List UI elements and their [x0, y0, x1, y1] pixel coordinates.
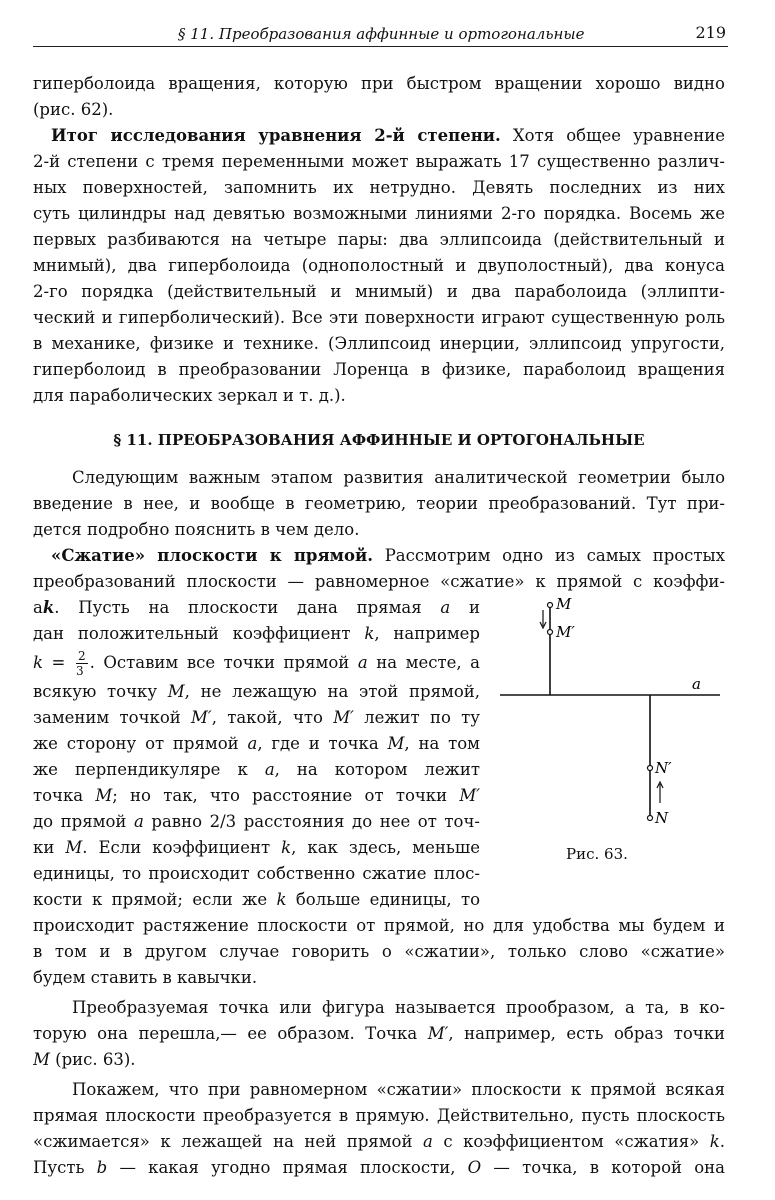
text-line: же сторону от прямой a, где и точка M, на том — [33, 734, 480, 753]
text-line: преобразований плоскости — равномерное «сжатие» к прямой с коэффи- — [33, 572, 725, 591]
section-heading: § 11. ПРЕОБРАЗОВАНИЯ АФФИННЫЕ И ОРТОГОНАЛЬНЫЕ — [113, 431, 645, 449]
text-line: дется подробно пояснить в чем дело. — [33, 520, 360, 539]
text-line: в механике, физике и технике. (Эллипсоид инерции, эллипсоид упругости, — [33, 334, 725, 353]
text-line: Покажем, что при равномерном «сжатии» плоскости к прямой всякая — [72, 1080, 725, 1099]
text-line: в том и в другом случае говорить о «сжатии», только слово «сжатие» — [33, 942, 725, 961]
text-line: k = $\frac{2}{3}$ . Оставим все точки прямой a на месте, а — [33, 649, 480, 678]
text-line: торую она перешла,— ее образом. Точка M′, например, есть образ точки — [33, 1024, 725, 1043]
text-line: Преобразуемая точка или фигура называется прообразом, а та, в ко- — [72, 998, 725, 1017]
figure-caption: Рис. 63. — [566, 845, 628, 863]
text-line: Итог исследования уравнения 2-й степени. Хотя общее уравнение — [51, 126, 725, 145]
point-M-prime — [548, 630, 553, 635]
text-line: происходит растяжение плоскости от прямой, но для удобства мы будем и — [33, 916, 725, 935]
point-N-prime — [648, 766, 653, 771]
text-line: первых разбиваются на четыре пары: два эллипсоида (действительный и — [33, 230, 725, 249]
run-in-heading: «Сжатие» плоскости к прямой. — [51, 546, 373, 565]
label-M: M — [556, 595, 572, 613]
text-line: 2-й степени с тремя переменными может выражать 17 существенно различ- — [33, 152, 725, 171]
text-line: суть цилиндры над девятью возможными линиями 2-го порядка. Восемь же — [33, 204, 725, 223]
text-line: «сжимается» к лежащей на ней прямой a с коэффициентом «сжатия» k. — [33, 1132, 725, 1151]
point-M — [548, 603, 553, 608]
text-line: (рис. 62). — [33, 100, 114, 119]
figure-63 — [490, 590, 730, 875]
text-line: ak. Пусть на плоскости дана прямая a и — [33, 598, 480, 617]
text-line: ки M. Если коэффициент k, как здесь, меньше — [33, 838, 480, 857]
label-N: N — [655, 809, 669, 827]
label-a: a — [692, 675, 701, 693]
text-line: 2-го порядка (действительный и мнимый) и два параболоида (эллипти- — [33, 282, 725, 301]
fraction: $\frac{2}{3}$ — [75, 649, 86, 678]
text-line: «Сжатие» плоскости к прямой. Рассмотрим одно из самых простых — [51, 546, 725, 565]
text-line: дан положительный коэффициент k, например — [33, 624, 480, 643]
text-line: точка M; но так, что расстояние от точки M′ — [33, 786, 480, 805]
text-line: прямая плоскости преобразуется в прямую. Действительно, пусть плоскость — [33, 1106, 725, 1125]
text-line: же перпендикуляре к a, на котором лежит — [33, 760, 480, 779]
text-line: введение в нее, и вообще в геометрию, теории преобразований. Тут при- — [33, 494, 725, 513]
text-line: Следующим важным этапом развития аналитической геометрии было — [72, 468, 725, 487]
text-line: M (рис. 63). — [33, 1050, 136, 1069]
point-N — [648, 816, 653, 821]
page-number: 219 — [695, 23, 726, 42]
running-header — [33, 22, 728, 47]
text-line: гиперболоида вращения, которую при быстром вращении хорошо видно — [33, 74, 725, 93]
text-line: для параболических зеркал и т. д.). — [33, 386, 346, 405]
label-M-prime: M′ — [556, 623, 575, 641]
text-line: Пусть b — какая угодно прямая плоскости, O — точка, в которой она — [33, 1158, 725, 1177]
text-line: ных поверхностей, запомнить их нетрудно. Девять последних из них — [33, 178, 725, 197]
text-line: ческий и гиперболический). Все эти поверхности играют существенную роль — [33, 308, 725, 327]
run-in-heading: Итог исследования уравнения 2-й степени. — [51, 126, 501, 145]
label-N-prime: N′ — [655, 759, 672, 777]
text-line: будем ставить в кавычки. — [33, 968, 258, 987]
text-line: заменим точкой M′, такой, что M′ лежит по ту — [33, 708, 480, 727]
header-title: § 11. Преобразования аффинные и ортогональные — [178, 25, 585, 43]
text-line: гиперболоид в преобразовании Лоренца в физике, параболоид вращения — [33, 360, 725, 379]
text-line: кости к прямой; если же k больше единицы, то — [33, 890, 480, 909]
text-line: до прямой a равно 2/3 расстояния до нее от точ- — [33, 812, 480, 831]
text-line: всякую точку M, не лежащую на этой прямой, — [33, 682, 480, 701]
text-line: мнимый), два гиперболоида (однополостный и двуполостный), два конуса — [33, 256, 725, 275]
text-line: единицы, то происходит собственно сжатие плос- — [33, 864, 480, 883]
